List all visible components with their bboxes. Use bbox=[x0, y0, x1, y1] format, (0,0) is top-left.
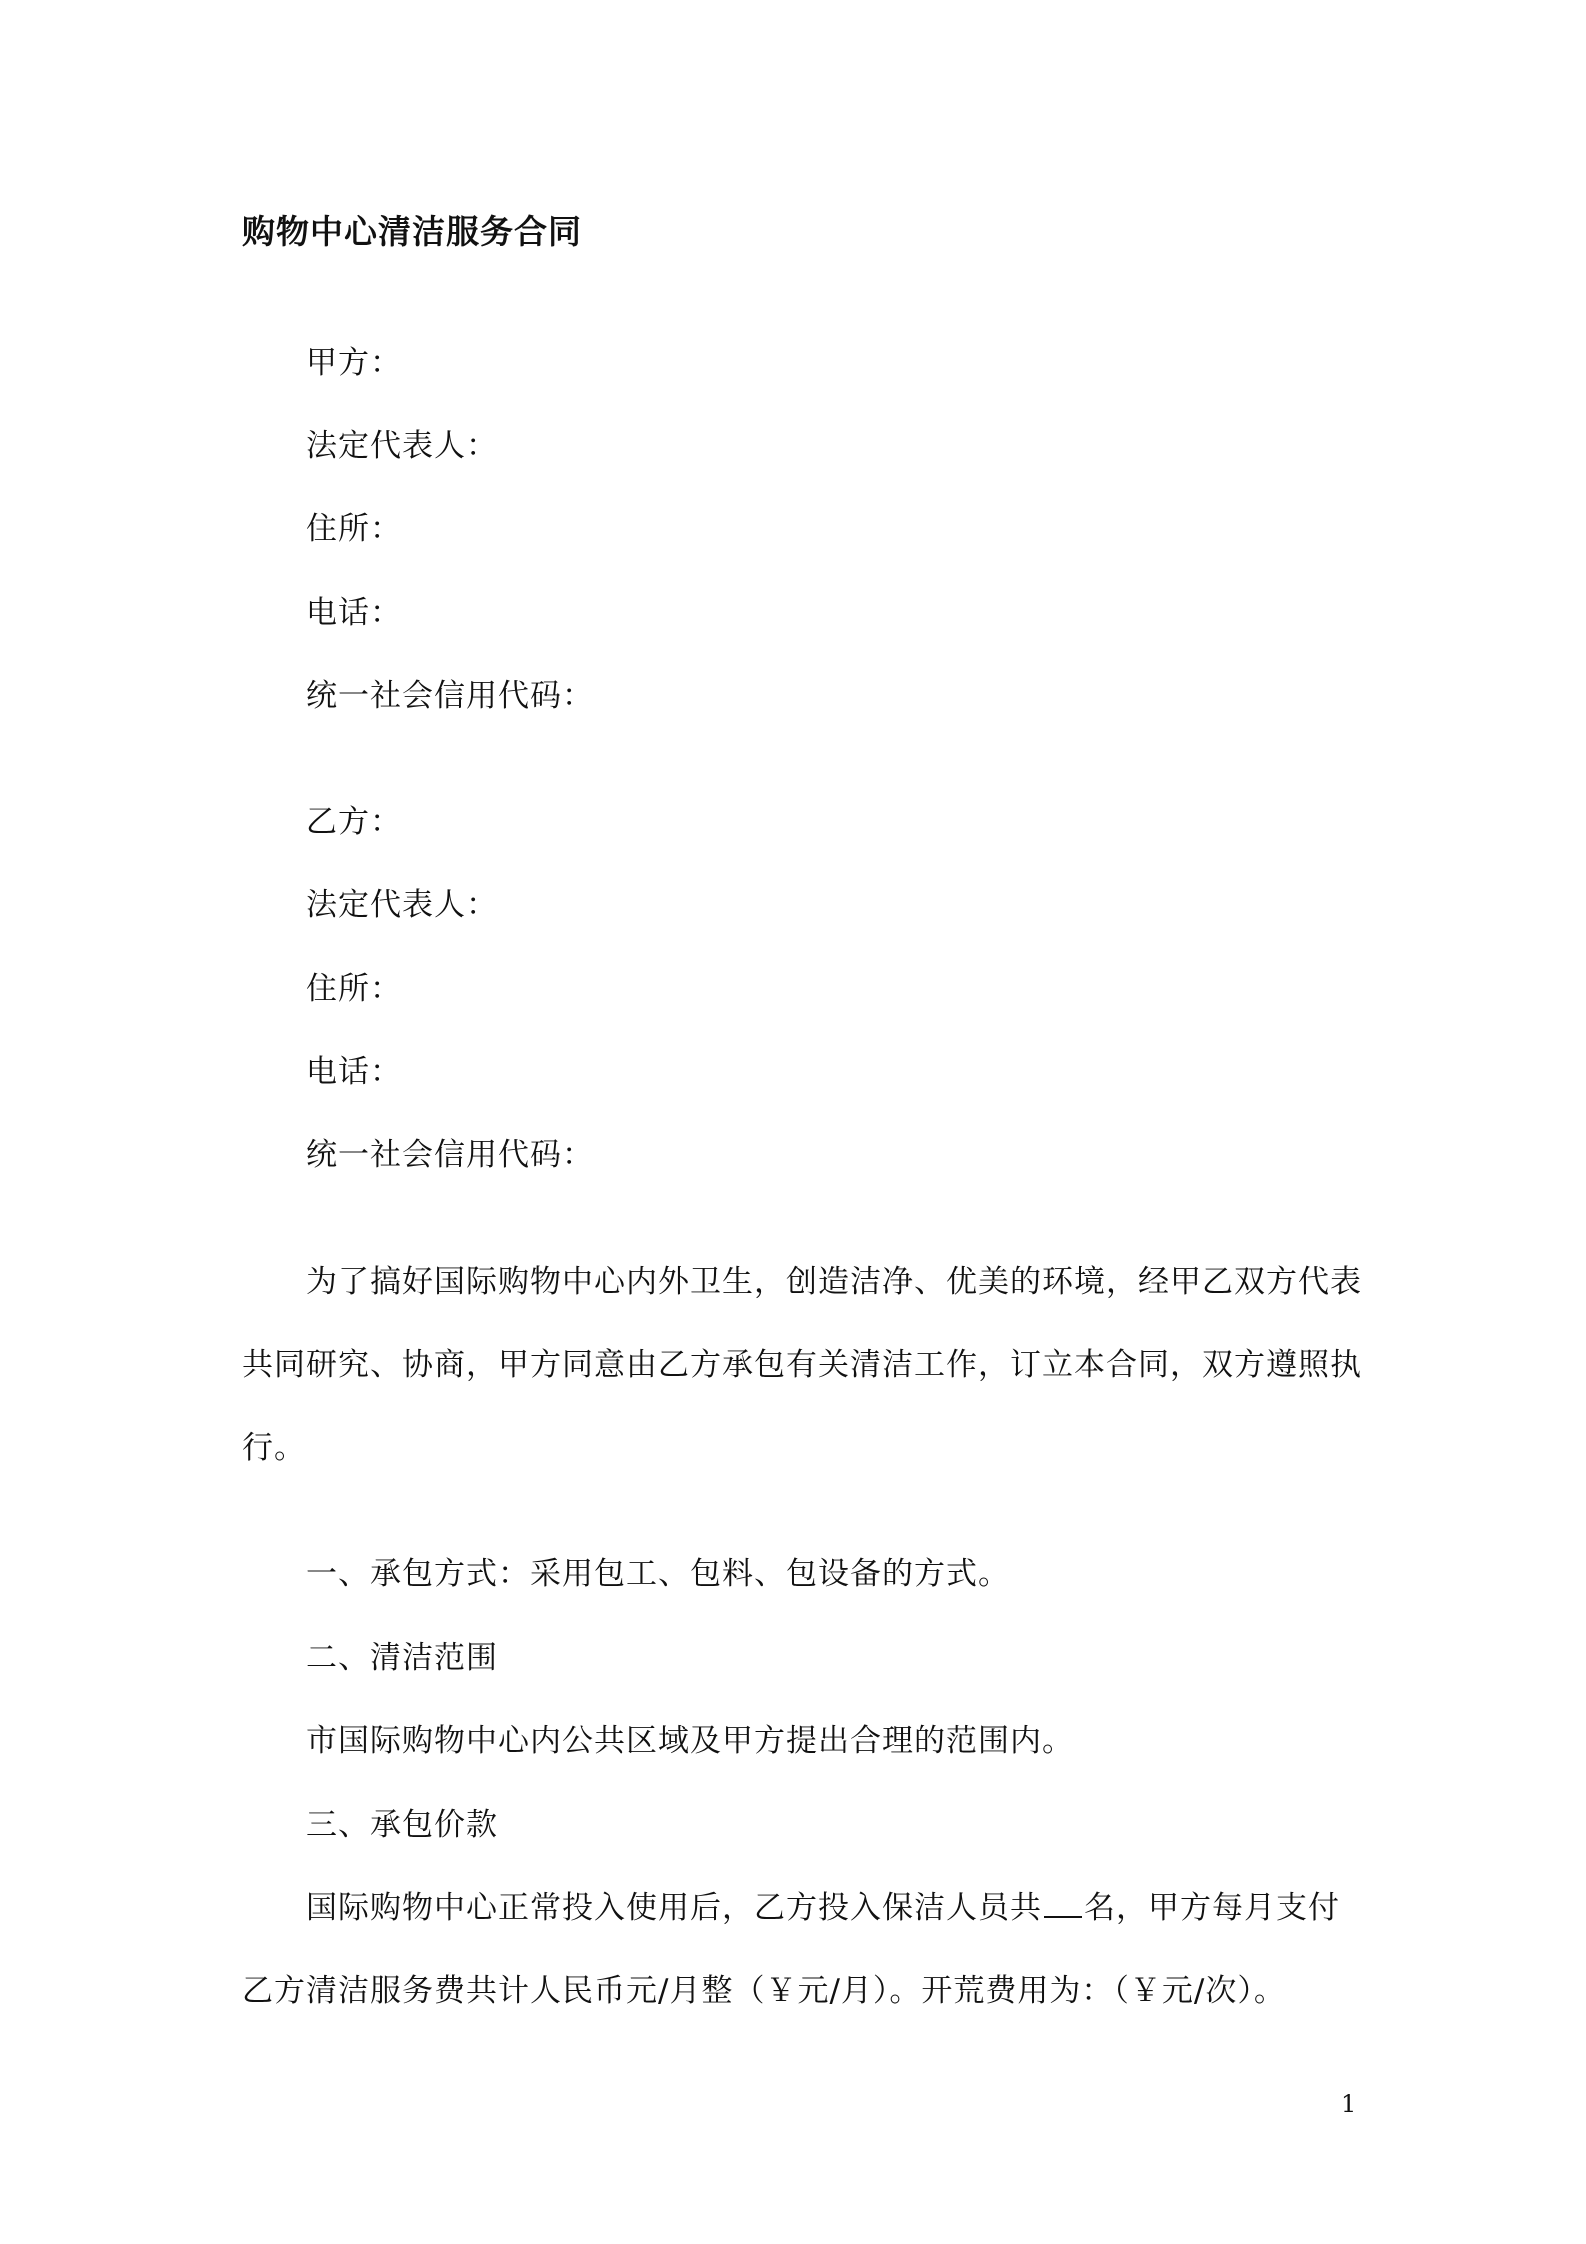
section-3-line-1 bbox=[306, 1882, 1340, 1927]
party-a-label: 甲方： bbox=[306, 345, 402, 381]
party-b-address: 住所： bbox=[306, 971, 402, 1007]
section-2-text: 市国际购物中心内公共区域及甲方提出合理的范围内。 bbox=[306, 1723, 1074, 1759]
party-b-label: 乙方： bbox=[306, 804, 402, 840]
section-2-heading: 二、清洁范围 bbox=[306, 1640, 498, 1676]
section-3-line-1-before: 国际购物中心正常投入使用后，乙方投入保洁人员共 bbox=[306, 1890, 1042, 1926]
intro-line-2: 共同研究、协商，甲方同意由乙方承包有关清洁工作，订立本合同，双方遵照执 bbox=[242, 1347, 1362, 1383]
section-1: 一、承包方式：采用包工、包料、包设备的方式。 bbox=[306, 1556, 1010, 1592]
section-3-heading: 三、承包价款 bbox=[306, 1807, 498, 1843]
headcount-blank bbox=[1044, 1914, 1082, 1918]
party-a-credit-code: 统一社会信用代码： bbox=[306, 678, 594, 714]
party-a-phone: 电话： bbox=[306, 595, 402, 631]
party-a-address: 住所： bbox=[306, 511, 402, 547]
page-number: 1 bbox=[1341, 2090, 1357, 2118]
section-3-line-2: 乙方清洁服务费共计人民币元/月整（￥元/月）。开荒费用为：（￥元/次）。 bbox=[242, 1973, 1286, 2009]
document-title: 购物中心清洁服务合同 bbox=[242, 212, 582, 251]
section-3-line-1-after: 名，甲方每月支付 bbox=[1084, 1890, 1340, 1926]
party-b-credit-code: 统一社会信用代码： bbox=[306, 1137, 594, 1173]
party-b-legal-rep: 法定代表人： bbox=[306, 887, 498, 923]
party-a-legal-rep: 法定代表人： bbox=[306, 428, 498, 464]
intro-line-1: 为了搞好国际购物中心内外卫生，创造洁净、优美的环境，经甲乙双方代表 bbox=[306, 1264, 1362, 1300]
intro-line-3: 行。 bbox=[242, 1430, 306, 1466]
party-b-phone: 电话： bbox=[306, 1054, 402, 1090]
